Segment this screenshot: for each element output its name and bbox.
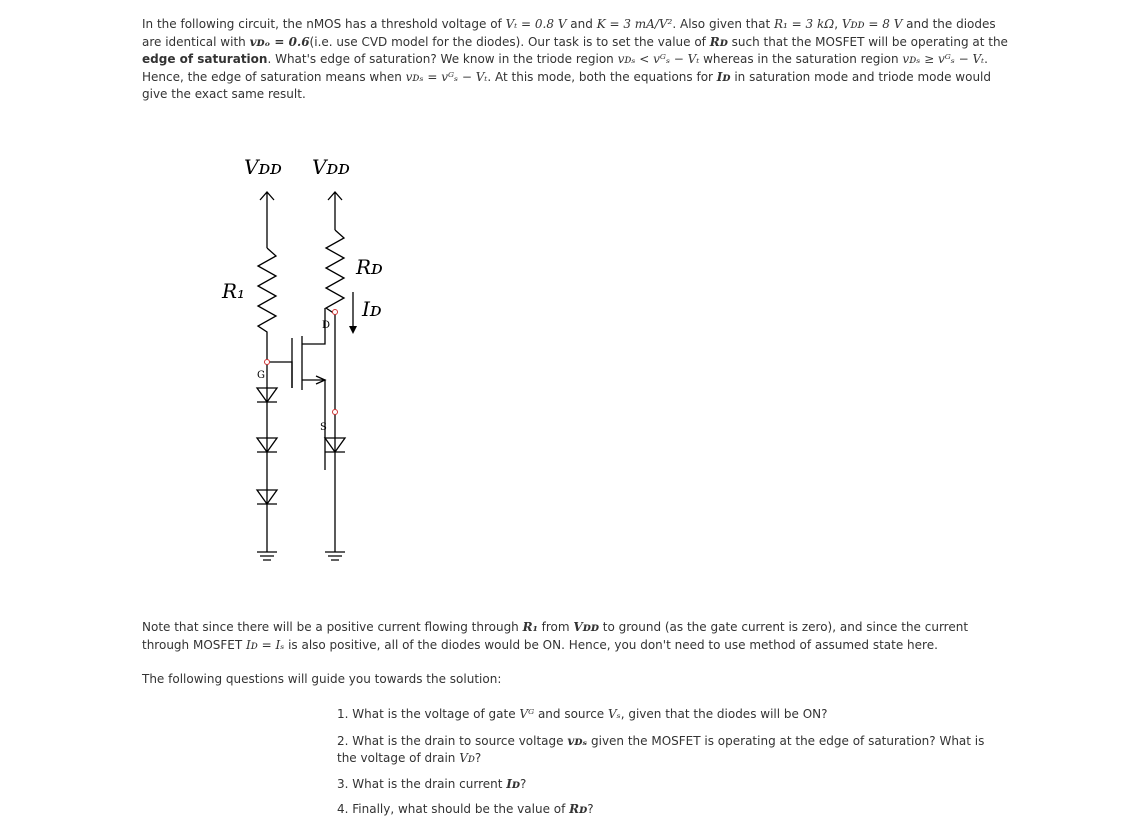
r1-resistor (258, 248, 276, 362)
r1-label: R₁ (222, 279, 246, 303)
source-node-label: S (320, 422, 327, 433)
guide-text: The following questions will guide you towards the solution: (142, 672, 502, 686)
triode-condition: vᴅₛ < vᴳₛ − Vₜ (617, 52, 700, 66)
gate-wire (267, 362, 292, 388)
vdd-left-label: Vᴅᴅ (244, 155, 282, 179)
r1-equation: R₁ = 3 kΩ (774, 17, 835, 31)
note-paragraph: Note that since there will be a positive current flowing through R₁ from Vᴅᴅ to ground (as the gate current is zero), and since the current through MOSFET Iᴅ = Iₛ is also positive, all of the diodes would be ON. Hence, you don't need to use method of assumed state here. (142, 620, 969, 652)
rd-label: Rᴅ (356, 255, 383, 279)
diode-voltage-equation: vᴅₒ = 0.6 (249, 34, 310, 49)
id-label: Iᴅ (362, 297, 382, 321)
edge-of-saturation-bold: edge of saturation (142, 52, 268, 66)
problem-statement: In the following circuit, the nMOS has a threshold voltage of Vₜ = 0.8 V and K = 3 mA/V². Also given that R₁ = 3 kΩ, Vᴅᴅ = 8 V and the diodes are identical with vᴅₒ = 0.6(i.e. use CVD model for the diodes). Our task is to set the value of Rᴅ such that the MOSFET will be operating at the edge of saturation. What's edge of saturation? We know in the triode region vᴅₛ < vᴳₛ − Vₜ whereas in the saturation region vᴅₛ ≥ vᴳₛ − Vₜ. Hence, the edge of saturation means when vᴅₛ = vᴳₛ − Vₜ. At this mode, both the equations for Iᴅ in saturation mode and triode mode would give the exact same result. (142, 17, 1008, 101)
rd-symbol: Rᴅ (709, 34, 728, 49)
vdd-right-label: Vᴅᴅ (312, 155, 350, 179)
saturation-condition: vᴅₛ ≥ vᴳₛ − Vₜ (902, 52, 985, 66)
gate-node-label: G (257, 370, 265, 381)
id-arrowhead (349, 326, 357, 334)
k-equation: K = 3 mA/V² (596, 17, 673, 31)
vdd-left-arrow (260, 192, 274, 248)
left-ground (257, 552, 277, 560)
gate-node-marker (265, 360, 270, 365)
question-1: 1. What is the voltage of gate Vᴳ and source Vₛ, given that the diodes will be ON? (337, 707, 828, 721)
vdd-equation: Vᴅᴅ = 8 V (841, 17, 903, 31)
edge-condition: vᴅₛ = vᴳₛ − Vₜ (405, 69, 488, 84)
right-ground (325, 552, 345, 560)
drain-node-label: D (322, 320, 331, 331)
source-node-marker (333, 410, 338, 415)
vt-equation: Vₜ = 0.8 V (505, 17, 567, 31)
question-3: 3. What is the drain current Iᴅ? (337, 777, 527, 791)
vdd-right-arrow (328, 192, 342, 230)
circuit-diagram (200, 140, 440, 580)
rd-resistor (326, 230, 344, 314)
id-symbol: Iᴅ (716, 69, 731, 84)
question-2: 2. What is the drain to source voltage vᴅₛ given the MOSFET is operating at the edge of saturation? What is the voltage of drain Vᴅ? (337, 734, 985, 765)
question-4: 4. Finally, what should be the value of Rᴅ? (337, 802, 594, 816)
drain-node-marker (333, 310, 338, 315)
